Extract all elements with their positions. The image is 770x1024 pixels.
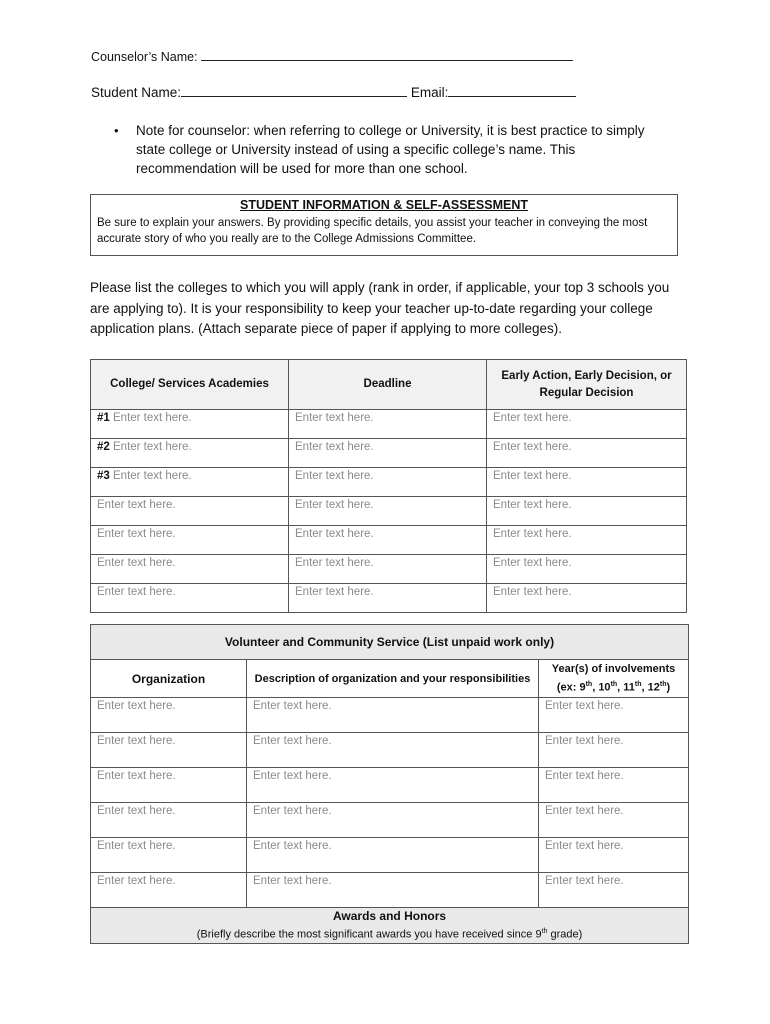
decision-cell[interactable]: Enter text here. <box>487 410 687 439</box>
placeholder-text: Enter text here. <box>113 470 192 482</box>
deadline-cell[interactable]: Enter text here. <box>289 439 487 468</box>
placeholder-text: Enter text here. <box>113 412 192 424</box>
years-cell[interactable]: Enter text here. <box>539 803 689 838</box>
years-cell[interactable]: Enter text here. <box>539 768 689 803</box>
college-cell[interactable]: Enter text here. <box>91 526 289 555</box>
years-cell[interactable]: Enter text here. <box>539 698 689 733</box>
years-cell[interactable]: Enter text here. <box>539 873 689 908</box>
table-row <box>91 873 689 908</box>
years-example: , 10 <box>592 681 611 694</box>
table-row <box>91 555 687 584</box>
student-name-label: Student Name: <box>91 85 182 100</box>
awards-note <box>97 924 682 943</box>
years-cell[interactable]: Enter text here. <box>539 733 689 768</box>
organization-cell[interactable]: Enter text here. <box>91 733 247 768</box>
decision-cell[interactable]: Enter text here. <box>487 584 687 613</box>
table-row <box>91 584 687 613</box>
table-row <box>91 497 687 526</box>
awards-honors-section <box>91 908 689 944</box>
counselor-name-line <box>91 47 573 64</box>
table-row <box>91 803 689 838</box>
organization-cell[interactable]: Enter text here. <box>91 838 247 873</box>
email-label: Email: <box>410 85 449 100</box>
colleges-instruction: Please list the colleges to which you will apply (rank in order, if applicable, your top 3 schools you are applying to). It is your responsibility to keep your teacher up-to-date regarding your college application plans. (Attach separate piece of paper if applying to more colleges). <box>90 280 670 336</box>
years-example: , 12 <box>641 681 660 694</box>
email-field[interactable] <box>448 83 576 97</box>
description-cell[interactable]: Enter text here. <box>247 873 539 908</box>
decision-cell[interactable]: Enter text here. <box>487 468 687 497</box>
description-cell[interactable]: Enter text here. <box>247 768 539 803</box>
awards-title: Awards and Honors <box>332 909 447 923</box>
ordinal-suffix: th <box>541 928 548 935</box>
description-cell[interactable]: Enter text here. <box>247 698 539 733</box>
info-box-title: STUDENT INFORMATION & SELF-ASSESSMENT <box>240 198 528 212</box>
deadline-header: Deadline <box>289 360 487 410</box>
deadline-cell[interactable]: Enter text here. <box>289 584 487 613</box>
volunteer-table-caption: Volunteer and Community Service (List unpaid work only) <box>91 625 689 660</box>
ordinal-suffix: th <box>659 681 667 689</box>
ordinal-suffix: th <box>585 681 593 689</box>
table-row <box>91 768 689 803</box>
student-name-field[interactable] <box>181 83 407 97</box>
student-info-line <box>91 83 576 100</box>
college-cell[interactable] <box>91 410 289 439</box>
info-box-description: Be sure to explain your answers. By providing specific details, you assist your teacher in conveying the most accurate story of who you really are to the College Admissions Committee. <box>97 217 648 245</box>
college-cell[interactable]: Enter text here. <box>91 555 289 584</box>
awards-note-text: grade) <box>547 928 583 941</box>
college-header: College/ Services Academies <box>91 360 289 410</box>
counselor-name-label: Counselor’s Name: <box>91 50 198 64</box>
college-cell[interactable]: Enter text here. <box>91 497 289 526</box>
years-header <box>539 660 689 698</box>
ordinal-suffix: th <box>610 681 618 689</box>
deadline-cell[interactable]: Enter text here. <box>289 497 487 526</box>
college-table <box>90 359 687 613</box>
organization-cell[interactable]: Enter text here. <box>91 803 247 838</box>
years-example: (ex: 9 <box>556 681 586 694</box>
rank-label: #1 <box>97 412 110 424</box>
college-cell[interactable]: Enter text here. <box>91 584 289 613</box>
decision-cell[interactable]: Enter text here. <box>487 439 687 468</box>
decision-cell[interactable]: Enter text here. <box>487 555 687 584</box>
rank-label: #3 <box>97 470 110 482</box>
description-cell[interactable]: Enter text here. <box>247 803 539 838</box>
table-row <box>91 526 687 555</box>
table-row <box>91 439 687 468</box>
volunteer-table <box>90 624 689 944</box>
description-cell[interactable]: Enter text here. <box>247 838 539 873</box>
decision-cell[interactable]: Enter text here. <box>487 497 687 526</box>
bullet-icon: • <box>114 123 119 138</box>
years-cell[interactable]: Enter text here. <box>539 838 689 873</box>
years-header-line1: Year(s) of involvements <box>551 663 676 676</box>
rank-label: #2 <box>97 441 110 453</box>
table-row <box>91 468 687 497</box>
decision-type-header: Early Action, Early Decision, or Regular Decision <box>487 360 687 410</box>
years-example: , 11 <box>617 681 635 694</box>
student-info-box <box>90 194 678 256</box>
placeholder-text: Enter text here. <box>113 441 192 453</box>
organization-header: Organization <box>91 660 247 698</box>
description-cell[interactable]: Enter text here. <box>247 733 539 768</box>
college-cell[interactable] <box>91 468 289 497</box>
table-row <box>91 410 687 439</box>
counselor-note-text: Note for counselor: when referring to college or University, it is best practice to simply state college or University instead of using a specific college’s name. This recommendation will be used for more than one school. <box>136 123 645 176</box>
table-row <box>91 838 689 873</box>
organization-cell[interactable]: Enter text here. <box>91 768 247 803</box>
ordinal-suffix: th <box>634 681 642 689</box>
deadline-cell[interactable]: Enter text here. <box>289 410 487 439</box>
deadline-cell[interactable]: Enter text here. <box>289 555 487 584</box>
years-header-line2 <box>545 677 682 696</box>
decision-cell[interactable]: Enter text here. <box>487 526 687 555</box>
deadline-cell[interactable]: Enter text here. <box>289 526 487 555</box>
years-example: ) <box>666 681 671 694</box>
table-row <box>91 698 689 733</box>
organization-cell[interactable]: Enter text here. <box>91 873 247 908</box>
college-cell[interactable] <box>91 439 289 468</box>
table-row <box>91 733 689 768</box>
awards-note-text: (Briefly describe the most significant awards you have received since 9 <box>196 928 542 941</box>
deadline-cell[interactable]: Enter text here. <box>289 468 487 497</box>
description-header: Description of organization and your responsibilities <box>247 660 539 698</box>
counselor-name-field[interactable] <box>201 47 573 61</box>
organization-cell[interactable]: Enter text here. <box>91 698 247 733</box>
